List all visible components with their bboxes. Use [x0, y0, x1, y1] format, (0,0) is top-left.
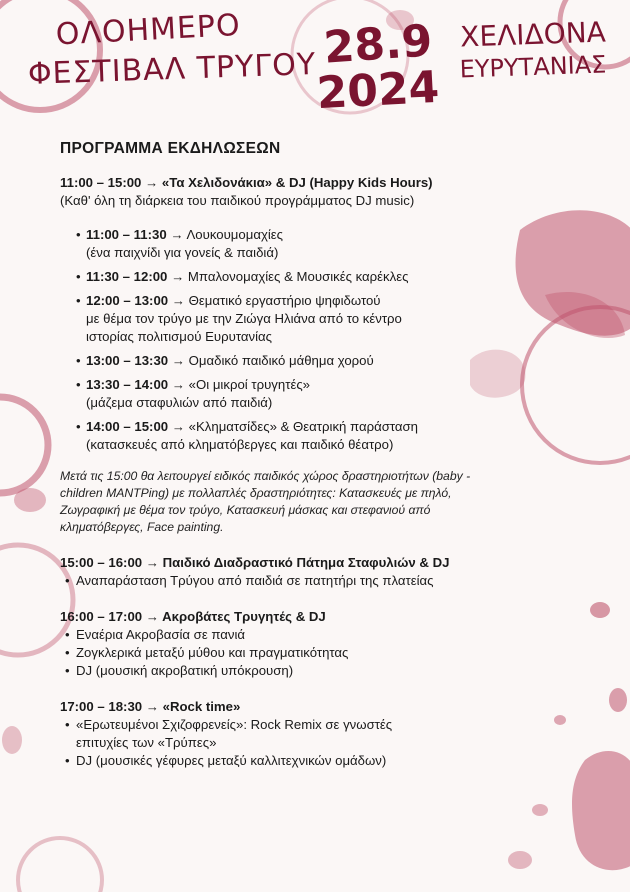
list-item	[60, 268, 580, 286]
festival-location	[438, 15, 628, 84]
festival-date-day: 28.9	[322, 15, 434, 74]
item-text: → Μπαλονομαχίες & Μουσικές καρέκλες	[167, 269, 409, 284]
list-item	[60, 352, 580, 370]
item-time: 13:00 – 13:30	[86, 353, 169, 368]
program-block-acrobats	[60, 608, 580, 680]
list-item	[60, 292, 580, 346]
festival-name	[27, 7, 328, 94]
block-heading: 17:00 – 18:30 → «Rock time»	[60, 699, 241, 714]
list-item	[60, 226, 580, 262]
festival-date	[313, 15, 443, 120]
item-time: 11:00 – 11:30	[86, 227, 167, 242]
list-item: • DJ (μουσική ακροβατική υπόκρουση)	[60, 662, 580, 680]
list-item	[60, 376, 580, 412]
item-time: 13:30 – 14:00	[86, 377, 169, 392]
location-line2: ΕΥΡΥΤΑΝΙΑΣ	[459, 50, 607, 84]
item-time: 12:00 – 13:00	[86, 293, 169, 308]
program-content	[60, 140, 580, 770]
block-item-list	[60, 572, 580, 590]
item-text: → Λουκουμομαχίες	[166, 227, 284, 242]
item-subtext: με θέμα τον τρύγο με την Ζιώγα Ηλιάνα από το κέντρο ιστορίας πολιτισμού Ευρυτανίας	[86, 311, 402, 344]
program-block-kids	[60, 174, 580, 210]
item-text: → Ομαδικό παιδικό μάθημα χορού	[168, 353, 374, 368]
list-item: • Εναέρια Ακροβασία σε πανιά	[60, 626, 580, 644]
list-item: • Αναπαράσταση Τρύγου από παιδιά σε πατητήρι της πλατείας	[60, 572, 580, 590]
item-subtext: (μάζεμα σταφυλιών από παιδιά)	[86, 395, 273, 410]
item-text: → «Κληματσίδες» & Θεατρική παράσταση	[168, 419, 418, 434]
item-time: 14:00 – 15:00	[86, 419, 169, 434]
item-subtext: (κατασκευές από κληματόβεργες και παιδικό θέατρο)	[86, 437, 394, 452]
location-line1: ΧΕΛΙΔΟΝΑ	[459, 15, 607, 54]
program-title: ΠΡΟΓΡΑΜΜΑ ΕΚΔΗΛΩΣΕΩΝ	[60, 140, 281, 157]
kids-activity-list	[60, 226, 580, 454]
list-item: • Ζογκλερικά μεταξύ μύθου και πραγματικότητας	[60, 644, 580, 662]
item-time: 11:30 – 12:00	[86, 269, 168, 284]
list-item: • DJ (μουσικές γέφυρες μεταξύ καλλιτεχνικών ομάδων)	[60, 752, 580, 770]
block-subtitle: (Καθ' όλη τη διάρκεια του παιδικού προγράμματος DJ music)	[60, 193, 415, 208]
poster-header	[0, 0, 630, 130]
item-subtext: (ένα παιχνίδι για γονείς & παιδιά)	[86, 245, 279, 260]
block-heading: 11:00 – 15:00 → «Τα Χελιδονάκια» & DJ (Happy Kids Hours)	[60, 175, 433, 190]
item-text: → Θεματικό εργαστήριο ψηφιδωτού	[168, 293, 381, 308]
program-block-grape-stomping	[60, 554, 580, 590]
block-item-list	[60, 626, 580, 680]
festival-name-line2: ΦΕΣΤΙΒΑΛ ΤΡΥΓΟΥ	[27, 46, 317, 92]
block-heading: 15:00 – 16:00 → Παιδικό Διαδραστικό Πάτημα Σταφυλιών & DJ	[60, 555, 450, 570]
kids-area-note: Μετά τις 15:00 θα λειτουργεί ειδικός παιδικός χώρος δραστηριοτήτων (baby - children MANTPing) με πολλαπλές δραστηριότητες: Κατασκευές με πηλό, Ζωγραφική με θέμα τον τρύγο, Κατασκευή μάσκας και στεφανιού από κληματόβεργες, Face painting.	[60, 469, 471, 534]
item-text: → «Οι μικροί τρυγητές»	[168, 377, 311, 392]
list-item	[60, 418, 580, 454]
block-item-list	[60, 716, 580, 770]
block-heading: 16:00 – 17:00 → Ακροβάτες Τρυγητές & DJ	[60, 609, 326, 624]
festival-name-line1: ΟΛΟΗΜΕΡΟ	[55, 7, 242, 53]
list-item: • «Ερωτευμένοι Σχιζοφρενείς»: Rock Remix σε γνωστές επιτυχίες των «Τρύπες»	[60, 716, 396, 752]
festival-date-year: 2024	[315, 61, 441, 120]
program-block-rock	[60, 698, 580, 770]
